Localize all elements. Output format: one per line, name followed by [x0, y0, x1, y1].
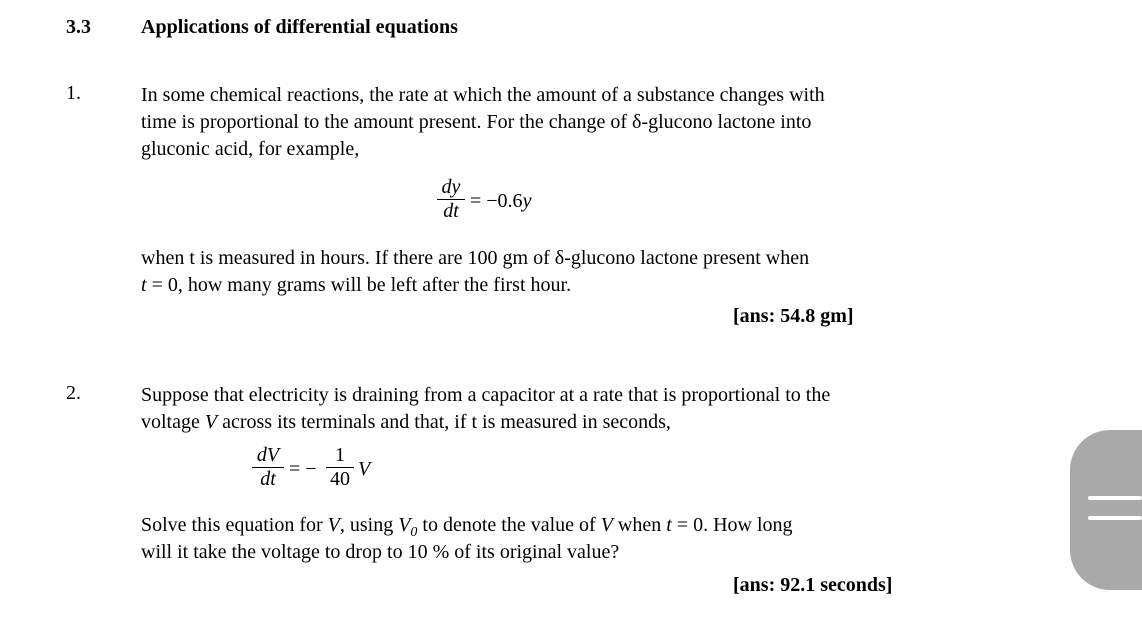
line-2-part-a: voltage [141, 411, 205, 433]
problem-1-line-4: when t is measured in hours. If there are 100 gm of δ-glucono lactone present when [141, 247, 810, 269]
problem-2-equation-operator: = − [289, 458, 317, 480]
problem-2-equation-variable: V [358, 458, 371, 480]
problem-2-line-4: will it take the voltage to drop to 10 % of its original value? [141, 541, 620, 563]
line-2-part-b: across its terminals and that, if t is measured in seconds, [217, 411, 671, 433]
equation-rhs-value: = −0.6 [470, 190, 523, 212]
drag-handle-icon[interactable] [1070, 430, 1142, 590]
section-title: Applications of differential equations [141, 16, 458, 38]
line-3-part-e: = 0. How long [671, 514, 793, 536]
fraction-denominator: dt [260, 468, 276, 490]
problem-2-derivative-fraction [252, 444, 284, 491]
line-3-part-a: Solve this equation for [141, 514, 328, 536]
line-5-rest: , how many grams will be left after the first hour. [177, 274, 572, 296]
problem-1-number: 1. [66, 82, 81, 104]
equation-variable: y [522, 190, 532, 212]
variable-t: t [141, 274, 147, 296]
fraction-numerator: dV [256, 444, 280, 466]
line-3-part-b: , using [339, 514, 399, 536]
fraction-numerator: 1 [335, 444, 345, 466]
problem-1-answer: [ans: 54.8 gm] [733, 305, 854, 327]
equals-zero: = 0 [146, 274, 178, 296]
subscript-zero: 0 [410, 525, 418, 540]
problem-1-line-5 [141, 272, 571, 299]
line-3-part-d: when [612, 514, 667, 536]
problem-1-derivative-fraction [437, 176, 465, 223]
section-number: 3.3 [66, 16, 91, 38]
variable-V: V [204, 411, 218, 433]
variable-t: t [666, 514, 672, 536]
problem-1-equation-rhs [470, 190, 531, 213]
variable-V: V [327, 514, 340, 536]
problem-2-line-2 [141, 409, 671, 436]
fraction-numerator: dy [441, 176, 461, 198]
variable-V0: V [398, 514, 411, 536]
problem-2-line-1: Suppose that electricity is draining from a capacitor at a rate that is proportional to the [141, 384, 831, 406]
problem-1-line-1: In some chemical reactions, the rate at which the amount of a substance changes with [141, 84, 825, 106]
fraction-denominator: dt [443, 200, 459, 222]
problem-2-answer: [ans: 92.1 seconds] [733, 574, 893, 596]
problem-2-constant-fraction [326, 444, 354, 491]
variable-V: V [600, 514, 613, 536]
problem-1-line-3: gluconic acid, for example, [141, 138, 360, 160]
handle-line [1088, 516, 1142, 520]
problem-2-number: 2. [66, 382, 81, 404]
problem-1-line-2: time is proportional to the amount present. For the change of δ-glucono lactone into [141, 111, 812, 133]
handle-line [1088, 496, 1142, 500]
line-3-part-c: to denote the value of [417, 514, 601, 536]
fraction-denominator: 40 [330, 468, 350, 490]
